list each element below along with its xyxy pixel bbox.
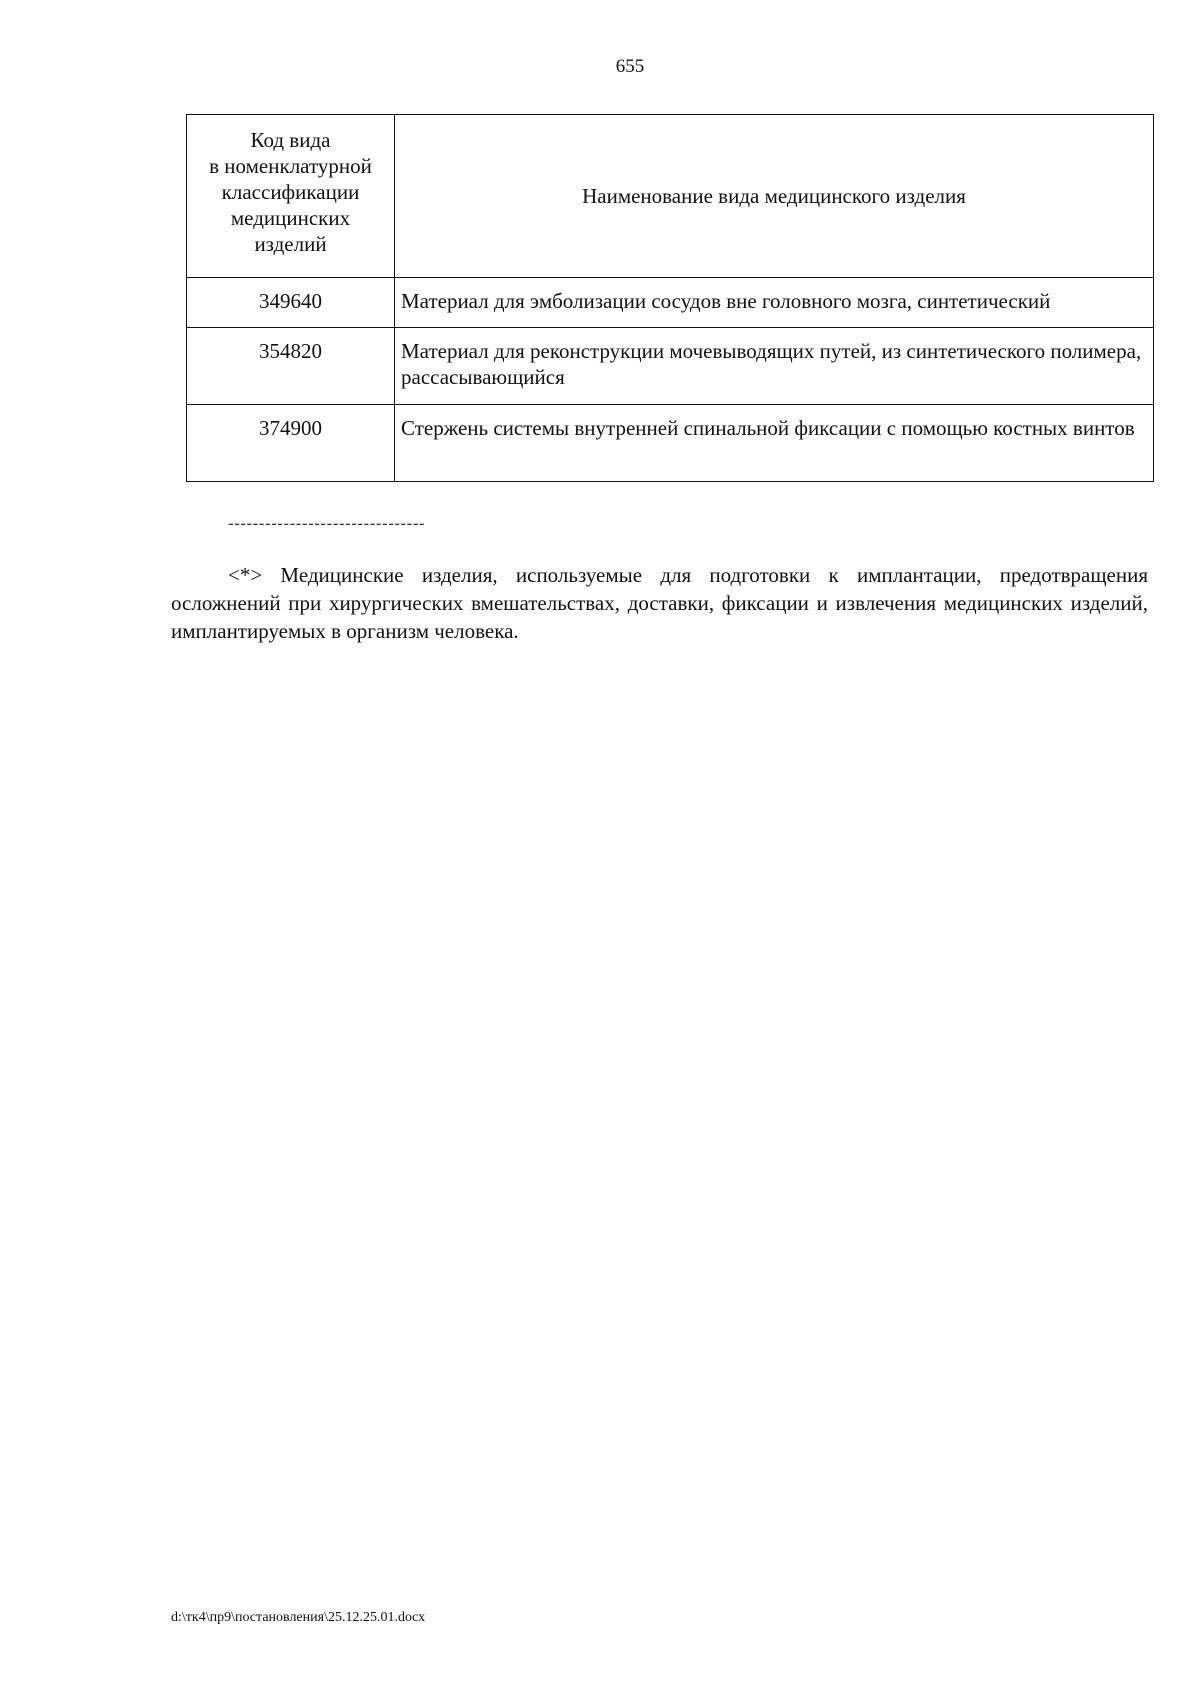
- page-number: 655: [615, 56, 645, 77]
- medical-devices-table: [186, 114, 1154, 482]
- file-path-footer: d:\тк4\пр9\постановления\25.12.25.01.docx: [171, 1610, 426, 1625]
- table-row: [187, 278, 1154, 328]
- header-name: Наименование вида медицинского изделия: [395, 115, 1154, 278]
- header-code-line: Код вида: [250, 128, 331, 152]
- table-row: [187, 405, 1154, 482]
- header-code-line: изделий: [254, 232, 327, 256]
- footnote-separator: --------------------------------: [228, 514, 426, 533]
- header-code-line: в номенклатурной: [209, 154, 372, 178]
- table-row: [187, 328, 1154, 405]
- row-code: 374900: [187, 405, 395, 482]
- row-name: Материал для эмболизации сосудов вне головного мозга, синтетический: [395, 278, 1154, 328]
- table-header-row: [187, 115, 1154, 278]
- row-code: 349640: [187, 278, 395, 328]
- header-code-line: классификации: [221, 180, 360, 204]
- row-name: Стержень системы внутренней спинальной фиксации с помощью костных винтов: [395, 405, 1154, 482]
- row-name: Материал для реконструкции мочевыводящих путей, из синтетического полимера, рассасывающийся: [395, 328, 1154, 405]
- row-code: 354820: [187, 328, 395, 405]
- footnote-text: <*> Медицинские изделия, используемые для подготовки к имплантации, предотвращения осложнений при хирургических вмешательствах, доставки, фиксации и извлечения медицинских изделий, имплантируемых в организм человека.: [171, 563, 1148, 643]
- header-code: [187, 115, 395, 278]
- header-code-line: медицинских: [230, 206, 351, 230]
